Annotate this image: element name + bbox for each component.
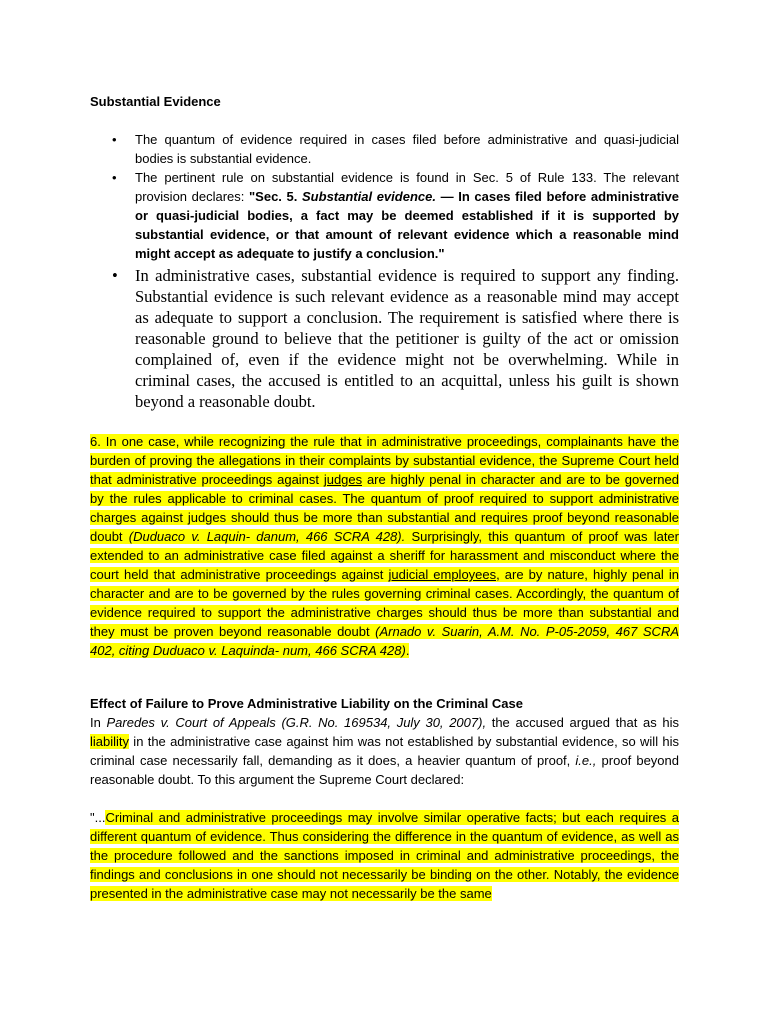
bullet-text: The pertinent rule on substantial evidence is found in Sec. 5 of Rule 133. The relevant provision declares: — [135, 170, 679, 204]
bullet-item-3 — [90, 265, 679, 412]
rule-quote-title: Substantial evidence. — [302, 189, 436, 204]
bullet-list — [90, 130, 679, 412]
heading-substantial-evidence: Substantial Evidence — [90, 94, 221, 109]
bullet-dot-icon: • — [112, 266, 118, 285]
paragraph-6: 6. In one case, while recognizing the rule that in administrative proceedings, complainants have the burden of proving the allegations in their complaints by substantial evidence, the Supreme Court held that administrative proceedings against judges are highly penal in character and are to be governed by the rules applicable to criminal cases. The quantum of proof required to support administrative charges against judges should thus be more than substantial and requires proof beyond reasonable doubt (Duduaco v. Laquin- danum, 466 SCRA 428). Surprisingly, this quantum of proof was later extended to an administrative case filed against a sheriff for harassment and misconduct where the court held that administrative proceedings against judicial employees, are by nature, highly penal in character and are to be governed by the rules governing criminal cases. Accordingly, the quantum of evidence required to support the administrative charges should thus be more than substantial and they must be proven beyond reasonable doubt (Arnado v. Suarin, A.M. No. P-05-2059, 467 SCRA 402, citing Duduaco v. Laquinda- num, 466 SCRA 428). — [90, 434, 680, 658]
paredes-paragraph: In Paredes v. Court of Appeals (G.R. No. 169534, July 30, 2007), the accused argued that as his liability in the administrative case against him was not established by substantial evidence, so will his criminal case necessarily fall, demanding as it does, a heavier quantum of proof, i.e., proof beyond reasonable doubt. To this argument the Supreme Court declared: — [90, 715, 679, 787]
heading-effect-of-failure: Effect of Failure to Prove Administrative Liability on the Criminal Case — [90, 696, 523, 711]
citation-arnado: (Arnado v. Suarin, A.M. No. P-05-2059, 467 SCRA 402, citing Duduaco v. Laquinda- num, 466 SCRA 428) — [90, 624, 680, 658]
bullet-text: In administrative cases, substantial evidence is required to support any finding. Substantial evidence is such relevant evidence as a reasonable mind may accept as adequate to support a conclusion. The requirement is satisfied where there is reasonable ground to believe that the petitioner is guilty of the act or omission complained of, even if the evidence might not be overwhelming. While in criminal cases, the accused is entitled to an acquittal, unless his guilt is shown beyond a reasonable doubt. — [135, 266, 679, 411]
bullet-dot-icon: • — [112, 132, 117, 147]
citation-duduaco: (Duduaco v. Laquin- danum, 466 SCRA 428). — [128, 529, 406, 544]
bullet-item-2 — [90, 168, 679, 263]
court-quote: "...Criminal and administrative proceedings may involve similar operative facts; but each requires a different quantum of evidence. Thus considering the difference in the quantum of evidence, as well as the procedure followed and the sanctions imposed in criminal and administrative proceedings, the findings and conclusions in one should not necessarily be binding on the other. Notably, the evidence presented in the administrative case may not necessarily be the same — [90, 810, 679, 901]
bullet-item-1 — [90, 130, 679, 168]
court-quote-highlight: Criminal and administrative proceedings may involve similar operative facts; but each requires a different quantum of evidence. Thus considering the difference in the quantum of evidence, as well as the procedure followed and the sanctions imposed in criminal and administrative proceedings, the findings and conclusions in one should not necessarily be binding on the other. Notably, the evidence presented in the administrative case may not necessarily be the same — [90, 810, 679, 901]
bullet-dot-icon: • — [112, 170, 117, 185]
link-judicial-employees[interactable]: judicial employees — [388, 567, 497, 582]
link-judges[interactable]: judges — [323, 472, 363, 487]
case-citation-paredes: Paredes v. Court of Appeals (G.R. No. 169534, July 30, 2007), — [106, 715, 487, 730]
rule-quote-start: "Sec. 5. — [249, 189, 303, 204]
rule-quote-body: — In cases filed before administrative or quasi-judicial bodies, a fact may be deemed established if it is supported by substantial evidence, or that amount of relevant evidence which a reasonable mind might accept as adequate to justify a conclusion." — [135, 189, 679, 261]
document-body — [90, 92, 679, 903]
highlight-liability: liability — [90, 734, 130, 749]
bullet-text: The quantum of evidence required in cases filed before administrative and quasi-judicial bodies is substantial evidence. — [135, 132, 679, 166]
